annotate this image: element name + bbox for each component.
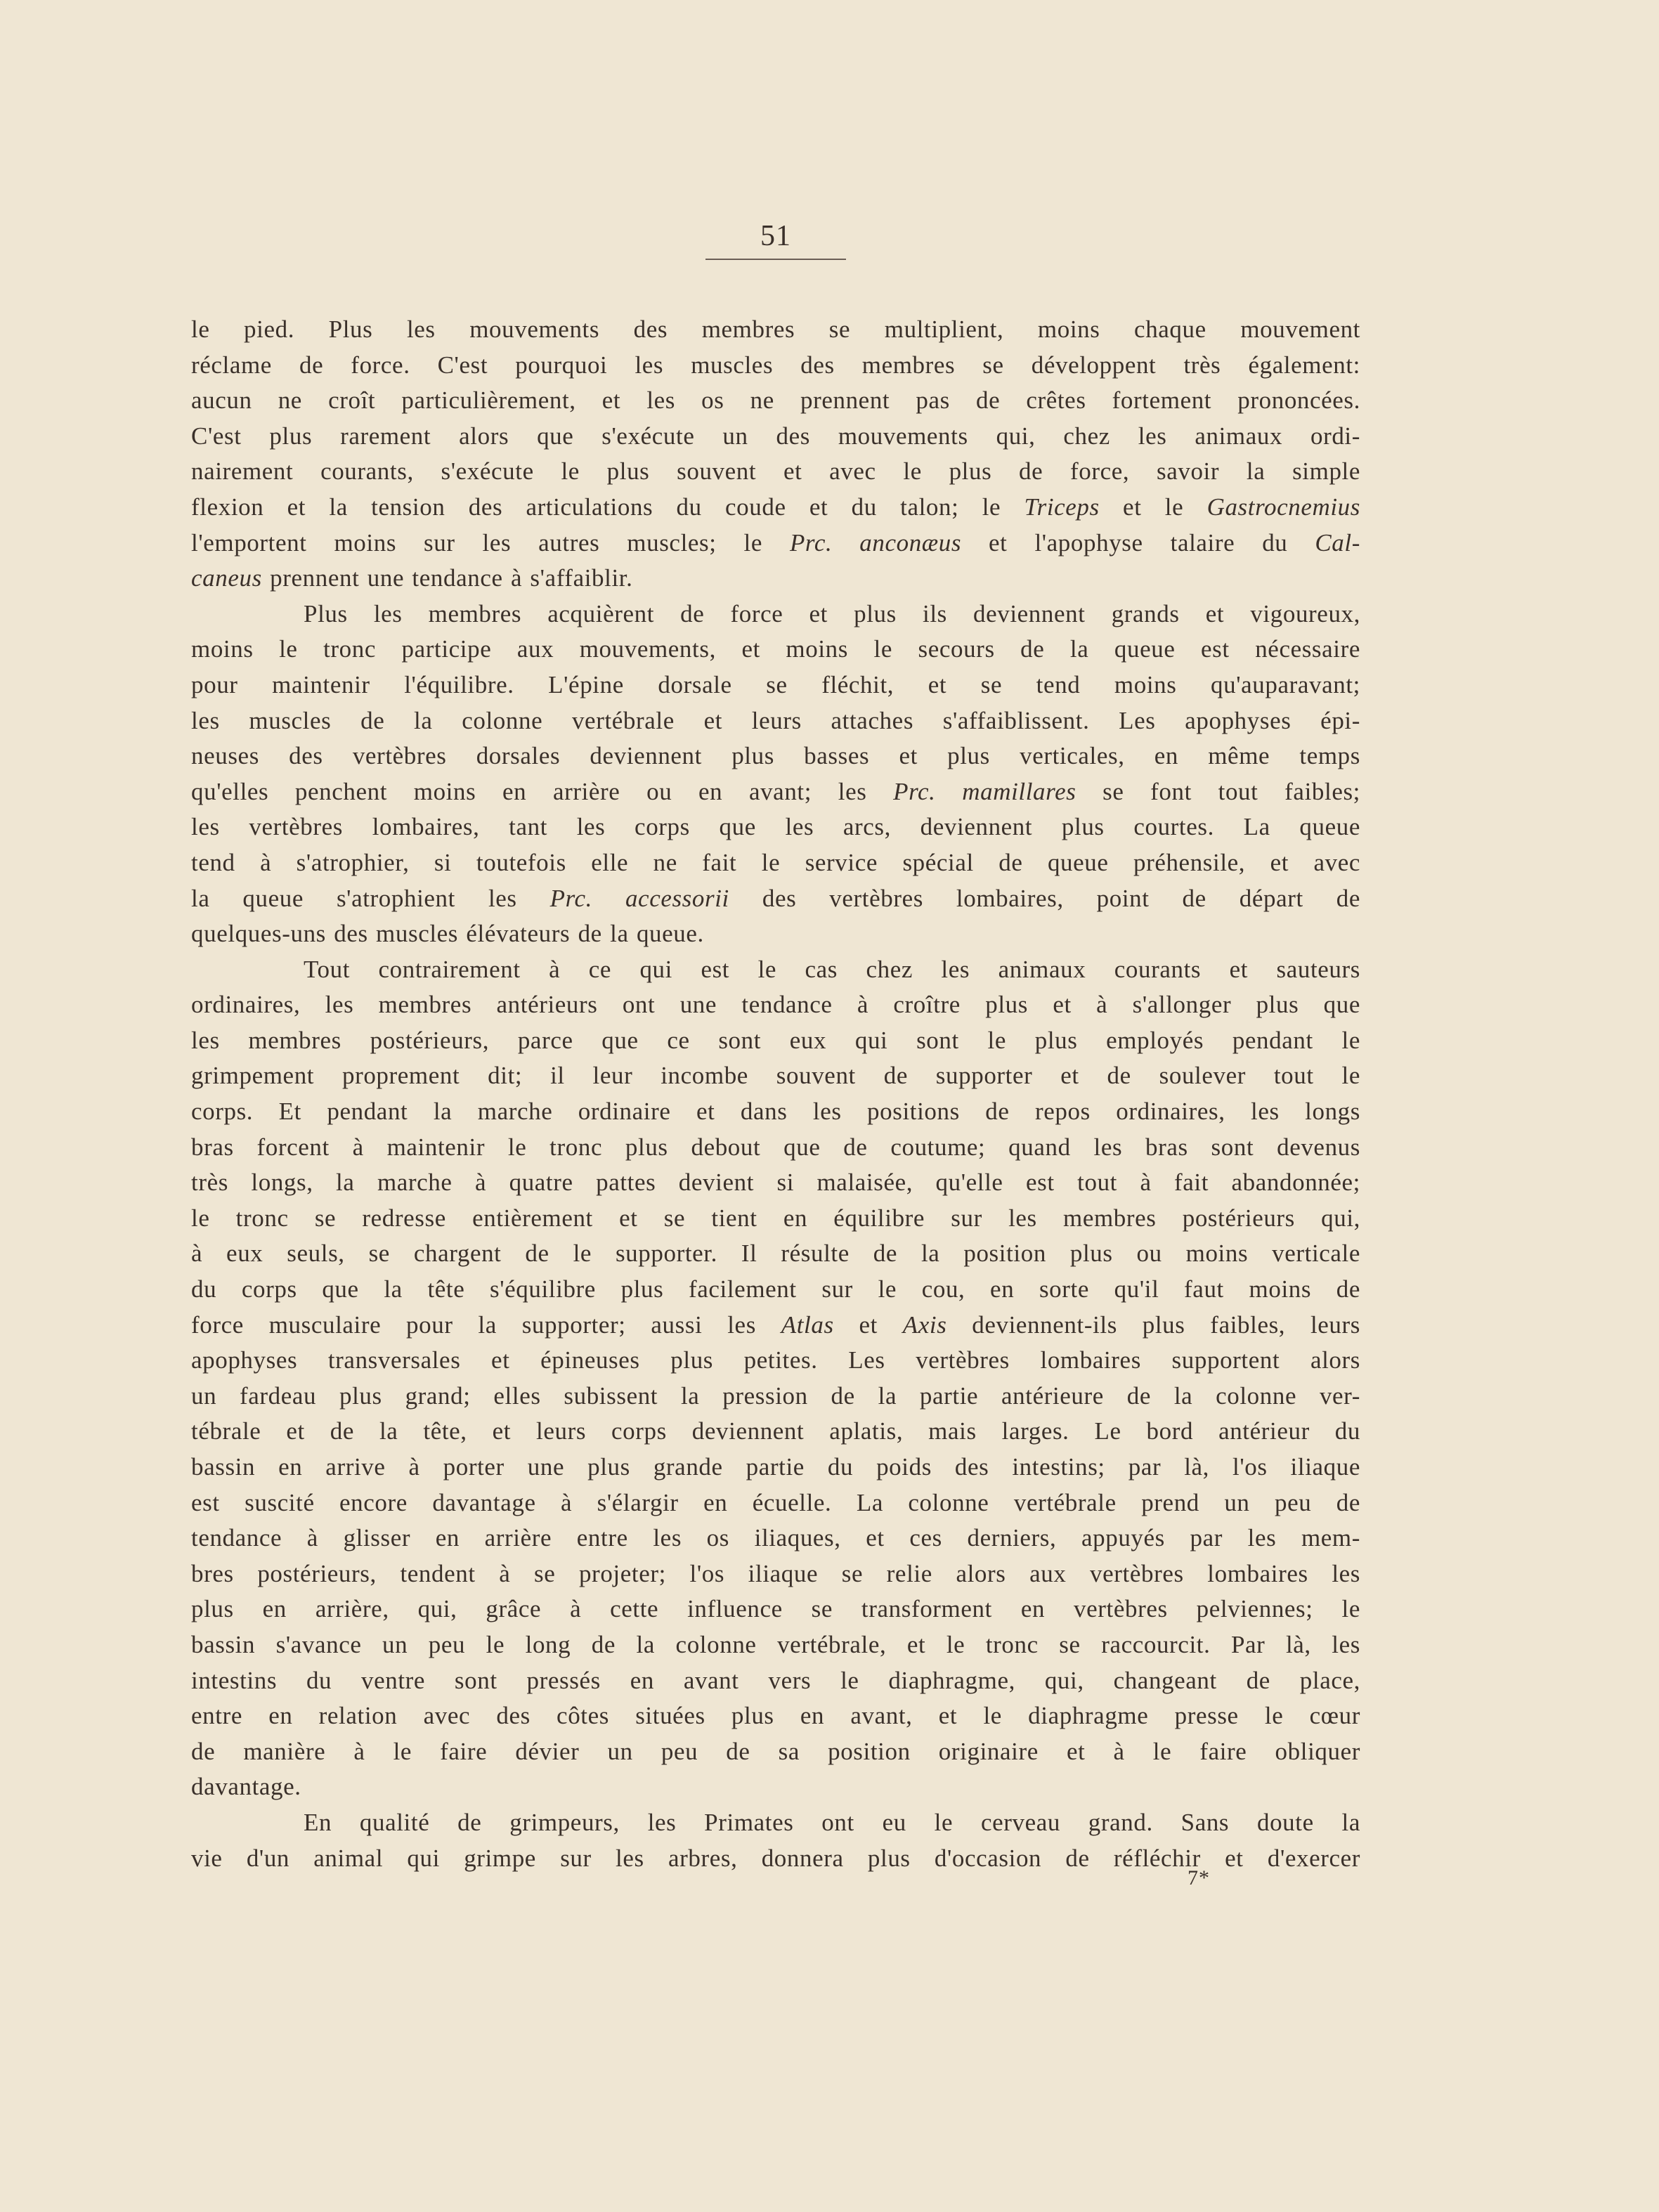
- page-number-rule: [705, 259, 846, 260]
- text-line: tébrale et de la tête, et leurs corps deviennent aplatis, mais larges. Le bord antérieur du: [191, 1417, 1360, 1445]
- italic-term: Prc. accessorii: [549, 884, 729, 912]
- text-line: caneus prennent une tendance à s'affaiblir.: [191, 564, 633, 592]
- italic-term: caneus: [191, 564, 262, 592]
- text-line: corps. Et pendant la marche ordinaire et dans les positions de repos ordinaires, les longs: [191, 1098, 1360, 1126]
- italic-term: Gastrocnemius: [1206, 493, 1360, 521]
- text-line: force musculaire pour la supporter; aussi les Atlas et Axis deviennent-ils plus faibles, leurs: [191, 1310, 1360, 1339]
- text-line: flexion et la tension des articulations du coude et du talon; le Triceps et le Gastrocnemius: [191, 493, 1360, 521]
- text-line: les membres postérieurs, parce que ce sont eux qui sont le plus employés pendant le: [191, 1026, 1360, 1054]
- text-line: le pied. Plus les mouvements des membres se multiplient, moins chaque mouvement: [191, 315, 1360, 343]
- text-line: est suscité encore davantage à s'élargir en écuelle. La colonne vertébrale prend un peu de: [191, 1488, 1360, 1516]
- text-line: apophyses transversales et épineuses plus petites. Les vertèbres lombaires supportent alors: [191, 1346, 1360, 1374]
- body-text: [191, 312, 1360, 1876]
- text-line: la queue s'atrophient les Prc. accessorii des vertèbres lombaires, point de départ de: [191, 884, 1360, 912]
- text-line: Tout contrairement à ce qui est le cas chez les animaux courants et sauteurs: [304, 955, 1360, 983]
- text-line: les vertèbres lombaires, tant les corps que les arcs, deviennent plus courtes. La queue: [191, 813, 1360, 841]
- text-line: ordinaires, les membres antérieurs ont une tendance à croître plus et à s'allonger plus que: [191, 991, 1360, 1019]
- text-line: pour maintenir l'équilibre. L'épine dorsale se fléchit, et se tend moins qu'auparavant;: [191, 670, 1360, 698]
- text-line: bassin en arrive à porter une plus grande partie du poids des intestins; par là, l'os iliaque: [191, 1453, 1360, 1481]
- text-line: aucun ne croît particulièrement, et les os ne prennent pas de crêtes fortement prononcées.: [191, 386, 1360, 415]
- text-line: moins le tronc participe aux mouvements, et moins le secours de la queue est nécessaire: [191, 635, 1360, 663]
- text-line: vie d'un animal qui grimpe sur les arbres, donnera plus d'occasion de réfléchir et d'exercer: [191, 1844, 1360, 1872]
- text-line: neuses des vertèbres dorsales deviennent plus basses et plus verticales, en même temps: [191, 742, 1360, 770]
- text-line: le tronc se redresse entièrement et se tient en équilibre sur les membres postérieurs qui,: [191, 1204, 1360, 1232]
- text-line: bassin s'avance un peu le long de la colonne vertébrale, et le tronc se raccourcit. Par là, les: [191, 1630, 1360, 1658]
- text-line: nairement courants, s'exécute le plus souvent et avec le plus de force, savoir la simple: [191, 457, 1360, 486]
- text-line: très longs, la marche à quatre pattes devient si malaisée, qu'elle est tout à fait abandonnée;: [191, 1169, 1360, 1197]
- signature-mark: 7*: [1188, 1866, 1210, 1889]
- text-line: intestins du ventre sont pressés en avant vers le diaphragme, qui, changeant de place,: [191, 1666, 1360, 1694]
- text-line: du corps que la tête s'équilibre plus facilement sur le cou, en sorte qu'il faut moins de: [191, 1275, 1360, 1303]
- text-line: tendance à glisser en arrière entre les os iliaques, et ces derniers, appuyés par les mem-: [191, 1524, 1360, 1552]
- text-line: C'est plus rarement alors que s'exécute un des mouvements qui, chez les animaux ordi-: [191, 422, 1360, 450]
- text-line: réclame de force. C'est pourquoi les muscles des membres se développent très également:: [191, 351, 1360, 379]
- text-line: bras forcent à maintenir le tronc plus debout que de coutume; quand les bras sont devenus: [191, 1133, 1360, 1161]
- italic-term: Prc. anconæus: [789, 528, 962, 557]
- text-line: qu'elles penchent moins en arrière ou en avant; les Prc. mamillares se font tout faibles;: [191, 777, 1360, 805]
- text-line: Plus les membres acquièrent de force et plus ils deviennent grands et vigoureux,: [304, 599, 1360, 627]
- page-number: 51: [760, 220, 791, 252]
- italic-term: Atlas: [781, 1310, 834, 1339]
- italic-term: Triceps: [1024, 493, 1100, 521]
- text-line: tend à s'atrophier, si toutefois elle ne fait le service spécial de queue préhensile, et avec: [191, 848, 1360, 876]
- text-line: quelques-uns des muscles élévateurs de la queue.: [191, 920, 704, 948]
- text-line: bres postérieurs, tendent à se projeter; l'os iliaque se relie alors aux vertèbres lombaires les: [191, 1559, 1360, 1587]
- italic-term: Prc. mamillares: [893, 777, 1076, 805]
- text-line: un fardeau plus grand; elles subissent la pression de la partie antérieure de la colonne ver-: [191, 1381, 1360, 1410]
- text-line: les muscles de la colonne vertébrale et leurs attaches s'affaiblissent. Les apophyses épi-: [191, 706, 1360, 734]
- text-line: En qualité de grimpeurs, les Primates ont eu le cerveau grand. Sans doute la: [304, 1808, 1360, 1836]
- text-line: l'emportent moins sur les autres muscles; le Prc. anconæus et l'apophyse talaire du Cal-: [191, 528, 1360, 557]
- text-line: davantage.: [191, 1773, 301, 1801]
- italic-term: Axis: [902, 1310, 947, 1339]
- text-line: entre en relation avec des côtes situées plus en avant, et le diaphragme presse le cœur: [191, 1702, 1360, 1730]
- italic-term: Cal-: [1315, 528, 1360, 557]
- text-line: de manière à le faire dévier un peu de sa position originaire et à le faire obliquer: [191, 1737, 1360, 1765]
- text-line: à eux seuls, se chargent de le supporter. Il résulte de la position plus ou moins verticale: [191, 1240, 1360, 1268]
- text-line: plus en arrière, qui, grâce à cette influence se transforment en vertèbres pelviennes; le: [191, 1595, 1360, 1623]
- text-line: grimpement proprement dit; il leur incombe souvent de supporter et de soulever tout le: [191, 1062, 1360, 1090]
